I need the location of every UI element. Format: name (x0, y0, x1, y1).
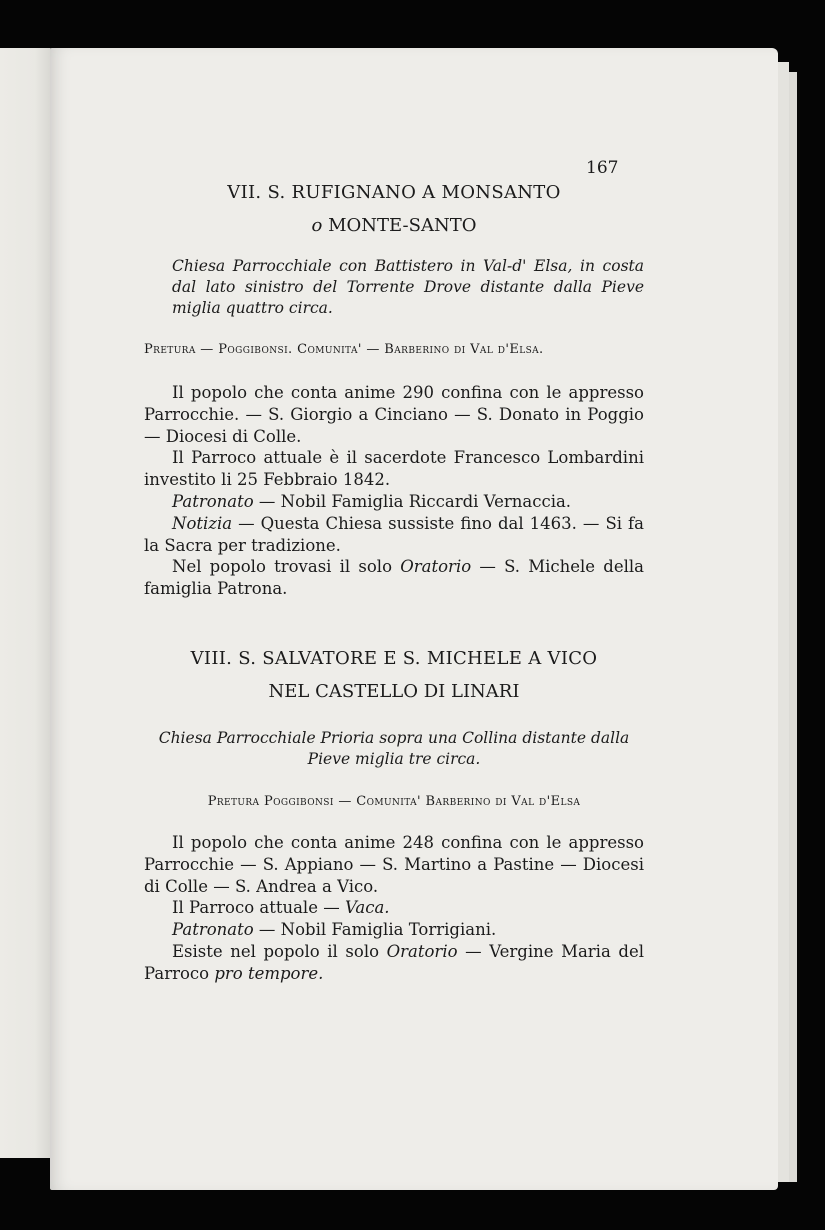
book-page (50, 48, 778, 1190)
section-7-subtitle-text: MONTE-SANTO (328, 215, 477, 236)
section-7-subtitle-prefix: o (311, 215, 323, 236)
paragraph-text: — Nobil Famiglia Torrigiani. (253, 920, 497, 940)
page-number: 167 (586, 158, 619, 178)
section-7 (144, 182, 644, 600)
section-8-paragraph (144, 832, 644, 897)
paragraph-label: Oratorio (386, 941, 458, 961)
paragraph-label: Vaca. (344, 898, 390, 918)
section-8-title: VIII. S. SALVATORE E S. MICHELE A VICO (190, 648, 598, 669)
paragraph-tail: pro tempore. (214, 963, 324, 983)
section-7-jurisdiction: Pretura — Poggibonsi. Comunita' — Barberino di Val d'Elsa. (144, 342, 544, 357)
paragraph-label: Patronato (172, 491, 254, 511)
section-8 (144, 648, 644, 985)
section-8-paragraph (144, 919, 644, 941)
section-7-paragraph (144, 513, 644, 557)
paragraph-prefix: Esiste nel popolo il solo (172, 941, 387, 961)
paragraph-label: Patronato (172, 920, 254, 940)
paragraph-text: Il popolo che conta anime 248 confina con le appresso Parrocchie — S. Appiano — S. Martino a Pastine — Diocesi di Colle — S. Andrea a Vico. (144, 833, 644, 896)
section-7-paragraph (144, 447, 644, 491)
facing-page-edge (0, 48, 51, 1158)
paragraph-text: — Questa Chiesa sussiste fino dal 1463. — Si fa la Sacra per tradizione. (144, 513, 644, 555)
section-8-description: Chiesa Parrocchiale Prioria sopra una Collina distante dalla Pieve miglia tre circa. (158, 729, 630, 768)
section-7-body (144, 382, 644, 600)
section-7-subtitle (144, 215, 644, 236)
paragraph-text: Il Parroco attuale è il sacerdote Francesco Lombardini investito li 25 Febbraio 1842. (144, 448, 644, 490)
section-7-paragraph (144, 491, 644, 513)
paragraph-prefix: Nel popolo trovasi il solo (172, 557, 401, 577)
section-8-paragraph (144, 897, 644, 919)
section-8-jurisdiction: Pretura Poggibonsi — Comunita' Barberino di Val d'Elsa (207, 794, 581, 809)
section-8-paragraph (144, 941, 644, 985)
section-8-subtitle: NEL CASTELLO DI LINARI (268, 681, 520, 702)
paragraph-text: Il popolo che conta anime 290 confina con le appresso Parrocchie. — S. Giorgio a Cinciano — S. Donato in Poggio — Diocesi di Colle. (144, 383, 644, 446)
section-7-title: VII. S. RUFIGNANO A MONSANTO (227, 182, 561, 203)
section-7-paragraph (144, 382, 644, 447)
paragraph-prefix: Il Parroco attuale — (172, 898, 345, 918)
paragraph-text: — Vergine Maria del Parroco (144, 941, 644, 983)
section-8-body (144, 832, 644, 985)
section-7-paragraph (144, 556, 644, 600)
paragraph-text: — S. Michele della famiglia Patrona. (144, 557, 644, 599)
paragraph-label: Oratorio (400, 557, 472, 577)
paragraph-label: Notizia (172, 513, 233, 533)
paragraph-text: — Nobil Famiglia Riccardi Vernaccia. (253, 491, 572, 511)
section-7-description: Chiesa Parrocchiale con Battistero in Val-d' Elsa, in costa dal lato sinistro del Torrente Drove distante dalla Pieve miglia quattro circa. (172, 257, 644, 317)
